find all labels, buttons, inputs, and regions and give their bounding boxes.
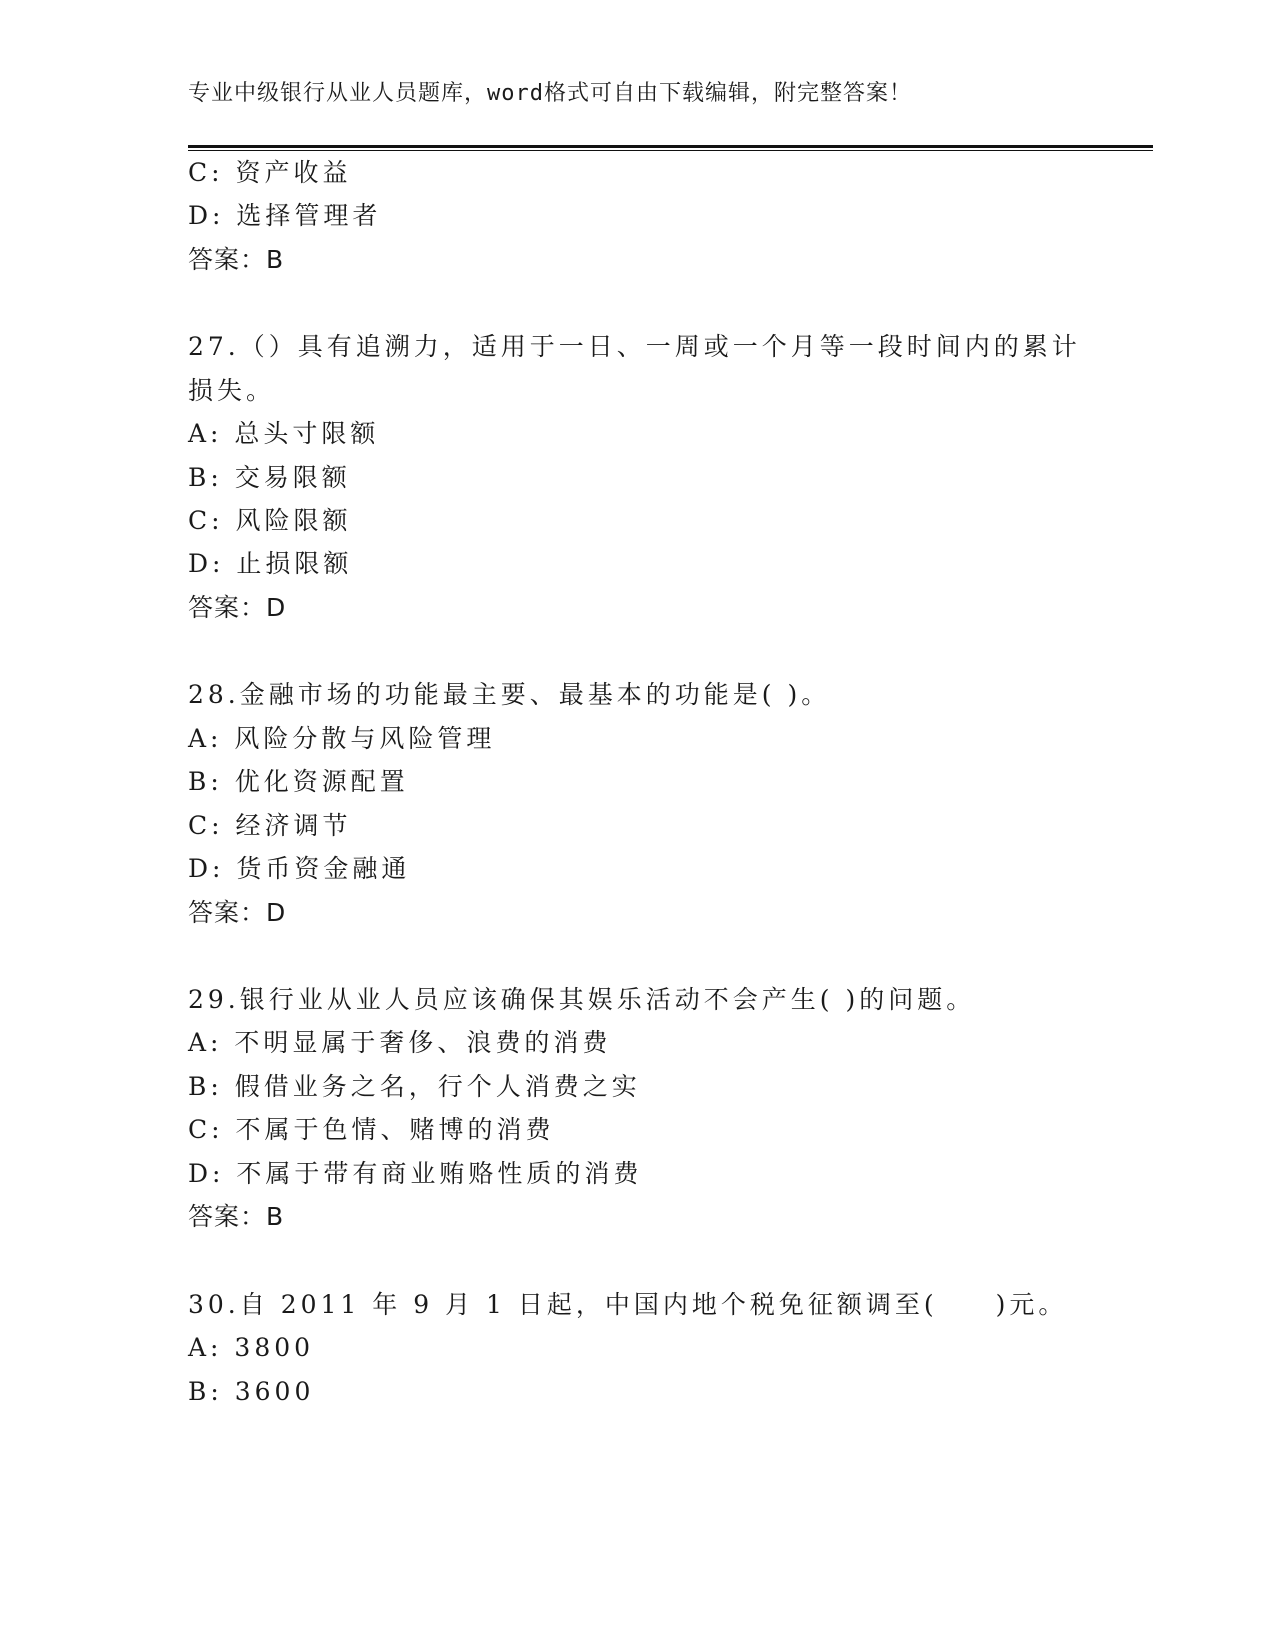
option-b: B: 交易限额	[188, 463, 351, 492]
question-stem-continued: 损失。	[188, 376, 276, 405]
option-c: C: 不属于色情、赌博的消费	[188, 1115, 555, 1144]
page-header: 专业中级银行从业人员题库，word格式可自由下载编辑，附完整答案！	[188, 81, 912, 106]
option-d: D: 选择管理者	[188, 201, 382, 230]
answer-line: 答案：B	[188, 245, 285, 274]
option-d: D: 止损限额	[188, 549, 353, 578]
question-stem: 27.（）具有追溯力，适用于一日、一周或一个月等一段时间内的累计	[188, 332, 1081, 361]
option-d: D: 货币资金融通	[188, 854, 411, 883]
header-divider-thin	[188, 150, 1153, 151]
question-stem: 30.自 2011 年 9 月 1 日起，中国内地个税免征额调至( )元。	[188, 1290, 1068, 1319]
option-a: A: 总头寸限额	[188, 419, 380, 448]
option-a: A: 风险分散与风险管理	[188, 724, 496, 753]
header-divider	[188, 145, 1153, 148]
option-a: A: 不明显属于奢侈、浪费的消费	[188, 1028, 612, 1057]
option-d: D: 不属于带有商业贿赂性质的消费	[188, 1159, 643, 1188]
question-stem: 29.银行业从业人员应该确保其娱乐活动不会产生( )的问题。	[188, 985, 976, 1014]
option-b: B: 假借业务之名，行个人消费之实	[188, 1072, 641, 1101]
answer-line: 答案：D	[188, 593, 287, 622]
option-c: C: 经济调节	[188, 811, 352, 840]
option-a: A: 3800	[188, 1333, 315, 1362]
option-c: C: 风险限额	[188, 506, 352, 535]
answer-line: 答案：B	[188, 1202, 285, 1231]
option-b: B: 优化资源配置	[188, 767, 409, 796]
answer-line: 答案：D	[188, 898, 287, 927]
question-stem: 28.金融市场的功能最主要、最基本的功能是( )。	[188, 680, 831, 709]
option-b: B: 3600	[188, 1377, 315, 1406]
option-c: C: 资产收益	[188, 158, 352, 187]
